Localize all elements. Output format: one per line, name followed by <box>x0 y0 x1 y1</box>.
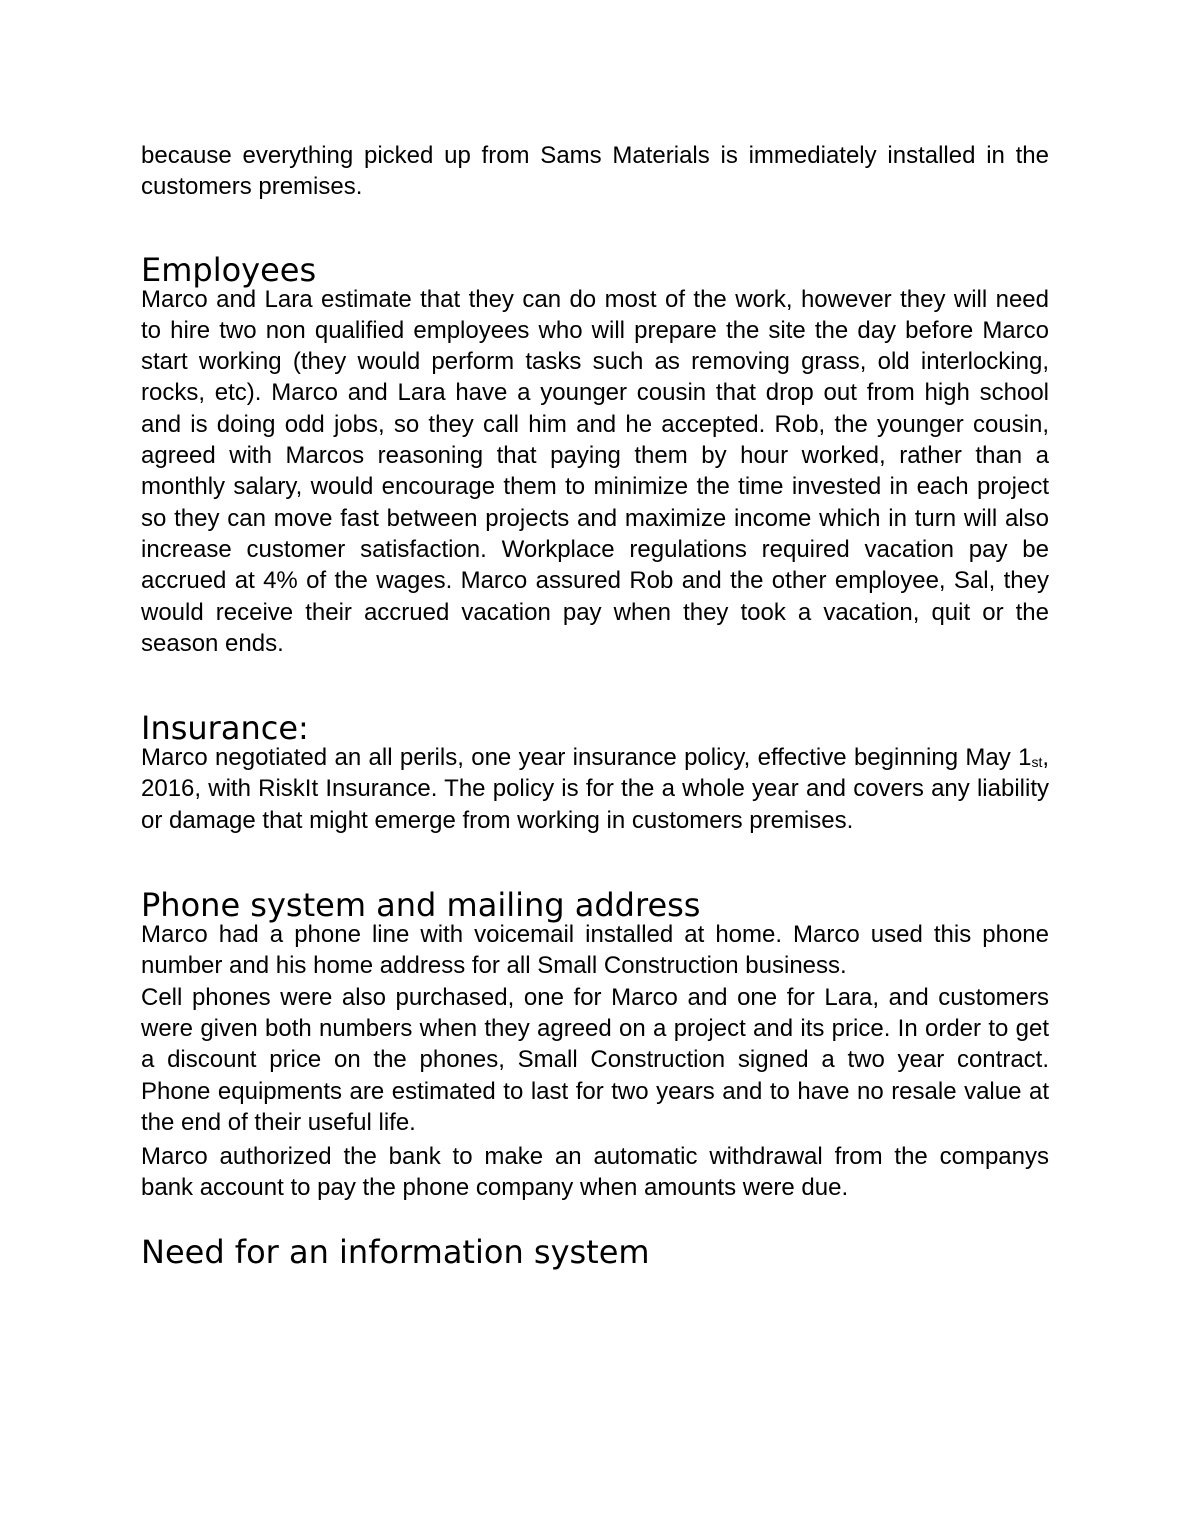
insurance-text-end: , 2016, with RiskIt Insurance. The policy is for the a whole year and covers any liability or damage that might emerge from working in customers premises. <box>141 744 1049 834</box>
insurance-paragraph <box>141 742 1049 836</box>
document-body <box>141 140 1049 1272</box>
continuation-paragraph: because everything picked up from Sams Materials is immediately installed in the customers premises. <box>141 142 1049 201</box>
section-heading-employees: Employees <box>141 250 317 289</box>
insurance-text-start: Marco negotiated an all perils, one year insurance policy, effective beginning May 1 <box>141 744 1032 772</box>
phone-paragraph-1: Marco had a phone line with voicemail installed at home. Marco used this phone number and his home address for all Small Construction business. <box>141 921 1049 980</box>
section-heading-need: Need for an information system <box>141 1232 650 1271</box>
employees-paragraph: Marco and Lara estimate that they can do most of the work, however they will need to hire two non qualified employees who will prepare the site the day before Marco start working (they would perform tasks such as removing grass, old interlocking, rocks, etc). Marco and Lara have a younger cousin that drop out from high school and is doing odd jobs, so they call him and he accepted. Rob, the younger cousin, agreed with Marcos reasoning that paying them by hour worked, rather than a monthly salary, would encourage them to minimize the time invested in each project so they can move fast between projects and maximize income which in turn will also increase customer satisfaction. Workplace regulations required vacation pay be accrued at 4% of the wages. Marco assured Rob and the other employee, Sal, they would receive their accrued vacation pay when they took a vacation, quit or the season ends. <box>141 285 1049 657</box>
phone-paragraph-2: Cell phones were also purchased, one for Marco and one for Lara, and customers were given both numbers when they agreed on a project and its price. In order to get a discount price on the phones, Small Construction signed a two year contract. Phone equipments are estimated to last for two years and to have no resale value at the end of their useful life. <box>141 983 1049 1136</box>
phone-paragraph-3: Marco authorized the bank to make an automatic withdrawal from the companys bank account to pay the phone company when amounts were due. <box>141 1143 1049 1202</box>
section-heading-phone: Phone system and mailing address <box>141 886 701 925</box>
ordinal-suffix: st <box>1031 754 1043 771</box>
section-heading-insurance: Insurance: <box>141 709 309 748</box>
